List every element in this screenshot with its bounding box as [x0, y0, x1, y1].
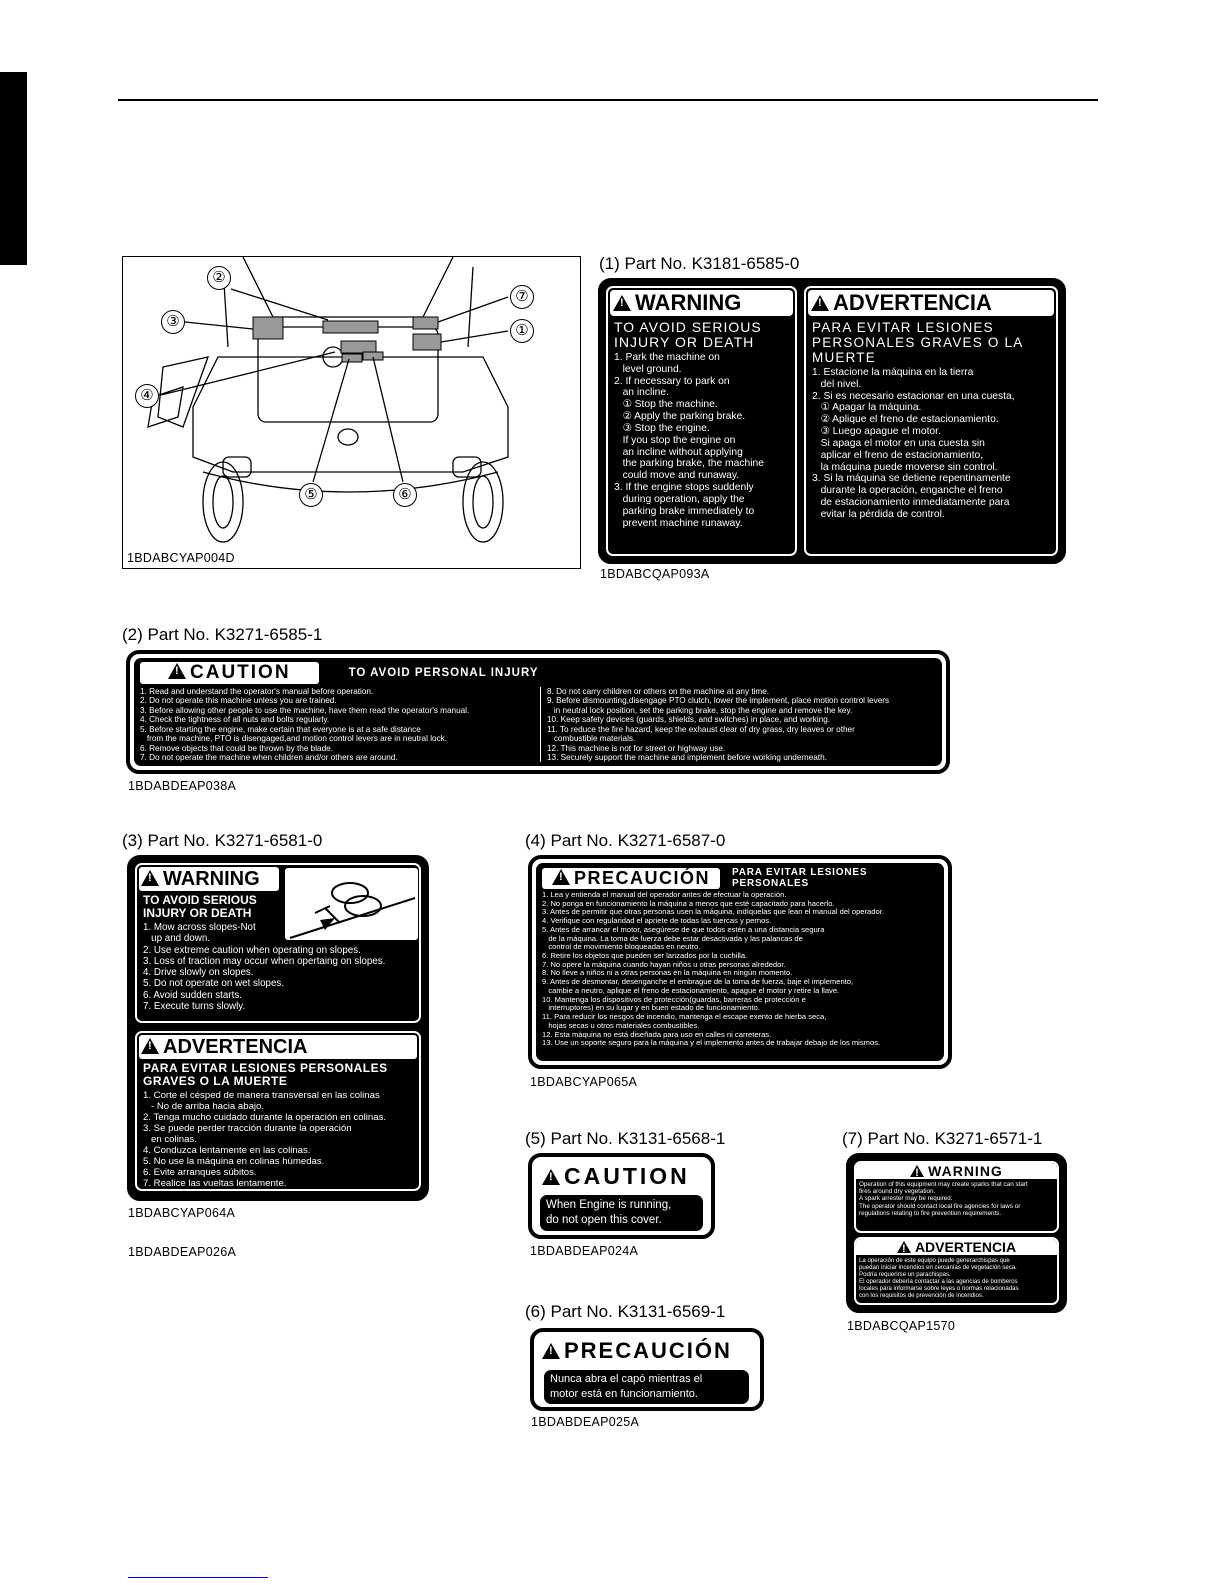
list-item: 1. Read and understand the operator's manual before operation. [140, 687, 374, 696]
list-item: 3. Antes de permitir que otras personas usen la máquina, indíquelas que lean el manual del operador. [542, 907, 884, 917]
list-item: de estacionamiento inmediatamente para [812, 497, 1010, 509]
label3-en-title: WARNING [163, 868, 260, 890]
list-item: combustible materials. [547, 734, 636, 744]
list-item: 3. Se puede perder tracción durante la operación [143, 1123, 352, 1135]
warning-triangle-icon [552, 869, 570, 885]
list-item: interruptores) en su lugar y en buen estado de funcionamiento. [542, 1003, 760, 1013]
list-item: puedan iniciar incendios en cercanías de vegetación seca. [859, 1264, 1017, 1271]
label2-left-list [140, 687, 541, 762]
list-item: 1. Corte el césped de manera transversal en las colinas [143, 1090, 380, 1101]
warning-triangle-icon [141, 870, 159, 886]
list-item: evitar la pérdida de control. [812, 508, 945, 520]
label1-code: 1BDABCQAP093A [600, 567, 710, 581]
footer-link-underline [128, 1577, 268, 1578]
label6-caption: (6) Part No. K3131-6569-1 [525, 1302, 726, 1321]
label5-title: CAUTION [564, 1163, 690, 1189]
list-item: If you stop the engine on [614, 434, 736, 446]
list-item: 2. If necessary to park on [614, 375, 730, 387]
list-item: - No de arriba hacia abajo. [143, 1101, 265, 1113]
list-item: 4. Check the tightness of all nuts and bolts regularly. [140, 715, 330, 725]
list-item: ② Apply the parking brake. [614, 411, 746, 423]
list-item: 1. Estacione la máquina en la tierra [812, 367, 974, 378]
callout-4: ④ [135, 384, 159, 408]
list-item: 11. To reduce the fire hazard, keep the exhaust clear of dry grass, dry leaves or other [547, 724, 855, 734]
list-item: 13. Use un soporte seguro para la máquina y el implemento antes de trabajar debajo de los mismos. [542, 1038, 881, 1048]
label6-title: PRECAUCIÓN [564, 1338, 732, 1363]
label7-caption: (7) Part No. K3271-6571-1 [842, 1129, 1043, 1148]
list-item: A spark arrester may be required. [859, 1195, 953, 1203]
list-item: 10. Keep safety devices (guards, shields, and switches) in place, and working. [547, 715, 831, 725]
label3-es-sub: PARA EVITAR LESIONES PERSONALES GRAVES O LA MUERTE [143, 1061, 388, 1088]
label7-es-title: ADVERTENCIA [914, 1239, 1017, 1255]
list-item: an incline without applying [614, 446, 743, 458]
label6-panel [544, 1370, 749, 1404]
list-item: 2. No ponga en funcionamiento la máquina a menos que esté capacitado para hacerlo. [542, 898, 835, 908]
label2-sub: TO AVOID PERSONAL INJURY [348, 667, 539, 679]
list-item: fires around dry vegetation. [859, 1188, 936, 1196]
label5-caption: (5) Part No. K3131-6568-1 [525, 1129, 726, 1148]
list-item: durante la operación, enganche el freno [812, 485, 1003, 497]
list-item: 5. Do not operate on wet slopes. [143, 978, 285, 990]
list-item: during operation, apply the [614, 493, 745, 505]
list-item: 7. Do not operate the machine when children and/or others are around. [140, 752, 398, 762]
label1-en-list [614, 352, 789, 529]
list-item: 11. Para reducir los riesgos de incendio, mantenga el escape exento de hierba seca, [542, 1012, 827, 1022]
list-item: 8. Do not carry children or others on the machine at any time. [547, 687, 770, 696]
label1-caption: (1) Part No. K3181-6585-0 [599, 254, 800, 273]
label1-sign [598, 278, 1066, 564]
list-item: 6. Avoid sudden starts. [143, 989, 242, 1001]
list-item: 5. Before starting the engine, make certain that everyone is at a safe distance [140, 724, 421, 734]
label6-code: 1BDABDEAP025A [531, 1415, 640, 1429]
warning-triangle-icon [168, 663, 186, 679]
list-item: 3. Before allowing other people to use the machine, have them read the operator's manual. [140, 705, 470, 715]
list-item: ③ Stop the engine. [614, 422, 710, 434]
label1-es-panel [804, 286, 1058, 556]
label3-code: 1BDABCYAP064A [128, 1206, 236, 1220]
list-item: could move and runaway. [614, 470, 740, 482]
label4-panel [536, 863, 944, 1061]
label4-code: 1BDABCYAP065A [530, 1075, 638, 1089]
label4-sign [528, 855, 952, 1069]
list-item: 4. Drive slowly on slopes. [143, 967, 254, 979]
label3-en-panel [135, 863, 421, 1023]
label5-line2: do not open this cover. [546, 1214, 662, 1226]
list-item: Operation of this equipment may create sparks that can start [859, 1181, 1028, 1188]
list-item: 5. Antes de arrancar el motor, asegúrese de que todos estén a una distancia segura [542, 924, 825, 934]
list-item: con los requisitos de prevención de incendios. [859, 1292, 984, 1299]
list-item: ② Aplique el freno de estacionamiento. [812, 414, 999, 426]
label2-right-list [541, 687, 889, 762]
figure-code: 1BDABCYAP004D [127, 551, 235, 565]
list-item: La operación de este equipo puede generarchispas que [859, 1257, 1010, 1264]
label3-caption: (3) Part No. K3271-6581-0 [122, 831, 323, 850]
list-item: 2. Use extreme caution when operating on slopes. [143, 944, 361, 956]
label3-es-title: ADVERTENCIA [163, 1036, 308, 1058]
list-item: 12. This machine is not for street or highway use. [547, 743, 726, 753]
list-item: 4. Conduzca lentamente en las colinas. [143, 1145, 311, 1157]
label2-caption: (2) Part No. K3271-6585-1 [122, 625, 323, 644]
list-item: 6. Retire los objetos que pueden ser lanzados por la cuchilla. [542, 951, 748, 961]
label2-code: 1BDABDEAP038A [128, 779, 237, 793]
label7-en-title: WARNING [928, 1163, 1003, 1179]
list-item: 8. No lleve a niños ni a otras personas en la máquina en ningún momento. [542, 968, 793, 978]
list-item: 7. Execute turns slowly. [143, 1000, 246, 1012]
list-item: 12. Esta máquina no está diseñada para uso en calles ni carreteras. [542, 1029, 772, 1039]
callout-6: ⑥ [393, 483, 417, 507]
list-item: 3. Si la máquina se detiene repentinamente [812, 473, 1011, 485]
label4-caption: (4) Part No. K3271-6587-0 [525, 831, 726, 850]
list-item: an incline. [614, 387, 669, 399]
list-item: 7. Realice las vueltas lentamente. [143, 1178, 287, 1190]
list-item: hojas secas u otros materiales combustibles. [542, 1020, 700, 1030]
list-item: regulations relating to fire prevention requirements. [859, 1209, 1002, 1217]
list-item: del nivel. [812, 378, 862, 390]
label2-panel [134, 658, 942, 766]
label5-code: 1BDABDEAP024A [530, 1244, 639, 1258]
label3-en-sub: TO AVOID SERIOUS INJURY OR DEATH [143, 893, 257, 920]
mower-on-slope-icon [285, 868, 418, 940]
mower-figure [122, 256, 581, 569]
warning-triangle-icon [542, 1169, 560, 1185]
label1-en-title: WARNING [635, 290, 742, 315]
list-item: 1. Mow across slopes-Not [143, 922, 256, 933]
list-item: parking brake immediately to [614, 505, 755, 517]
label3-es-list [143, 1090, 413, 1189]
callout-2: ② [207, 266, 231, 290]
label1-es-sub: PARA EVITAR LESIONES PERSONALES GRAVES O LA MUERTE [812, 320, 1023, 365]
label1-es-list [812, 367, 1050, 521]
label6-line2: motor está en funcionamiento. [550, 1388, 698, 1400]
section-tab [0, 72, 27, 265]
header-rule [118, 99, 1098, 101]
label2-title: CAUTION [190, 662, 291, 683]
list-item: 7. No opere la máquina cuando hayan niños u otras personas alrededor. [542, 959, 786, 969]
label5-panel [540, 1195, 703, 1231]
list-item: The operator should contact local fire agencies for laws or [859, 1202, 1021, 1210]
warning-triangle-icon [811, 295, 829, 311]
list-item: 6. Remove objects that could be thrown by the blade. [140, 743, 333, 753]
list-item: la máquina puede moverse sin control. [812, 461, 998, 473]
slope-pictogram [285, 868, 418, 940]
list-item: Si apaga el motor en una cuesta sin [812, 437, 985, 449]
list-item: locales para informarse sobre leyes o normas relacionadas [859, 1285, 1019, 1292]
label7-code: 1BDABCQAP1570 [847, 1319, 956, 1333]
list-item: 6. Evite arranques súbitos. [143, 1167, 257, 1179]
callout-5: ⑤ [299, 483, 323, 507]
list-item: 5. No use la máquina en colinas húmedas. [143, 1156, 325, 1168]
label7-es-panel [854, 1237, 1059, 1305]
list-item: 2. Tenga mucho cuidado durante la operación en colinas. [143, 1112, 387, 1124]
warning-triangle-icon [910, 1165, 924, 1177]
label7-sign [846, 1153, 1067, 1313]
list-item: 9. Antes de desmontar, desenganche el embrague de la toma de fuerza, baje el implemento, [542, 977, 854, 987]
list-item: ① Stop the machine. [614, 399, 718, 411]
list-item: aplicar el freno de estacionamiento, [812, 449, 984, 461]
label1-es-title: ADVERTENCIA [833, 290, 992, 315]
label7-es-list [859, 1257, 1054, 1299]
label3-es-panel [135, 1031, 421, 1191]
list-item: ① Apagar la máquina. [812, 402, 922, 414]
warning-triangle-icon [613, 295, 631, 311]
list-item: 2. Do not operate this machine unless you are trained. [140, 696, 337, 706]
list-item: control de movimiento bloqueadas en neutro. [542, 942, 701, 952]
callout-3: ③ [161, 310, 185, 334]
callout-1: ① [510, 319, 534, 343]
list-item: de la máquina. La toma de fuerza debe estar desactivada y las palancas de [542, 933, 803, 943]
list-item: 13. Securely support the machine and implement before working underneath. [547, 752, 827, 762]
list-item: 2. Si es necesario estacionar en una cuesta, [812, 390, 1015, 402]
list-item: El operador debería contactar a las agencias de bomberos [859, 1278, 1018, 1285]
list-item: from the machine, PTO is disengaged,and motion control levers are in neutral lock. [140, 734, 448, 744]
list-item: in neutral lock position, set the parking brake, stop the engine and remove the key. [547, 705, 853, 715]
warning-triangle-icon [897, 1241, 911, 1253]
warning-triangle-icon [141, 1038, 159, 1054]
list-item: 3. Loss of traction may occur when opertaing on slopes. [143, 955, 386, 967]
label6-sign [530, 1328, 764, 1411]
label1-en-sub: TO AVOID SERIOUS INJURY OR DEATH [614, 319, 762, 350]
list-item: Podría requerirse un parachispas. [859, 1271, 951, 1278]
label4-sub: PARA EVITAR LESIONES PERSONALES [732, 867, 868, 889]
list-item: prevent machine runaway. [614, 517, 743, 529]
callout-7: ⑦ [510, 285, 534, 309]
list-item: level ground. [614, 363, 682, 375]
list-item: the parking brake, the machine [614, 458, 764, 470]
label5-sign [528, 1153, 715, 1239]
list-item: 1. Lea y entienda el manual del operador antes de efectuar la operación. [542, 890, 787, 899]
list-item: ③ Luego apague el motor. [812, 426, 941, 438]
label7-en-panel [854, 1161, 1059, 1233]
label7-en-list [859, 1181, 1054, 1217]
list-item: 1. Park the machine on [614, 352, 720, 363]
label3-code2: 1BDABDEAP026A [128, 1245, 237, 1259]
list-item: 10. Mantenga los dispositivos de protección(guardas, barreras de protección e [542, 994, 806, 1004]
label2-sign [126, 650, 950, 774]
list-item: en colinas. [143, 1134, 197, 1146]
list-item: 9. Before dismounting,disengage PTO clutch, lower the implement, place motion control levers [547, 696, 890, 706]
list-item: cambie a neutro, aplique el freno de estacionamiento, apague el motor y retire la llave. [542, 985, 840, 995]
list-item: up and down. [143, 933, 210, 945]
label4-list [542, 891, 938, 1048]
label3-sign [127, 855, 429, 1201]
list-item: 4. Verifique con regularidad el apriete de todas las tuercas y pernos. [542, 916, 772, 926]
list-item: 3. If the engine stops suddenly [614, 482, 754, 494]
label1-en-panel [606, 286, 797, 556]
warning-triangle-icon [542, 1343, 560, 1359]
label5-line1: When Engine is running, [546, 1199, 672, 1211]
label6-line1: Nunca abra el capó mientras el [550, 1373, 703, 1385]
label4-title: PRECAUCIÓN [574, 867, 711, 888]
